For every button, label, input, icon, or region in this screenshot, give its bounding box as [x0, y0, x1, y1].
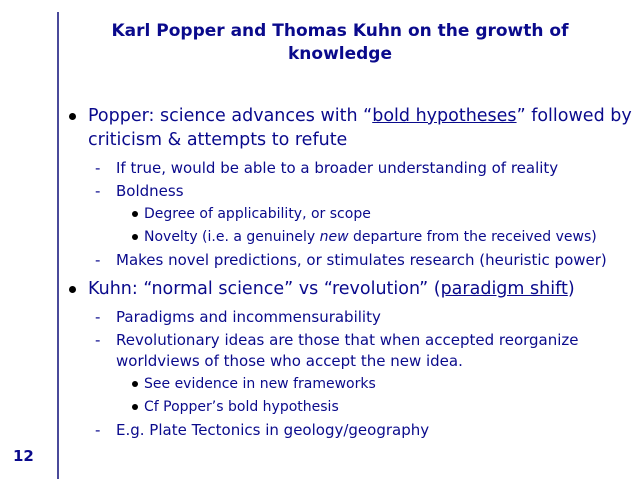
- bullet-kuhn-prefix: Kuhn: “normal science” vs “revolution” (: [88, 279, 441, 299]
- bullet-dot-icon: [132, 404, 138, 410]
- boldness-item-2: [60, 227, 632, 247]
- popper-sub-3-text: Makes novel predictions, or stimulates research (heuristic power): [116, 251, 607, 269]
- bold-hypotheses-link[interactable]: bold hypotheses: [372, 106, 517, 126]
- revolutionary-item-2: [60, 397, 632, 417]
- bullet-dot-icon: [69, 113, 76, 120]
- popper-sub-3: [60, 250, 632, 271]
- title-line-2: knowledge: [287, 44, 393, 64]
- paradigm-shift-link[interactable]: paradigm shift: [440, 279, 568, 299]
- revolutionary-item-1-text: See evidence in new frameworks: [144, 376, 376, 392]
- popper-sub-2: [60, 181, 632, 202]
- boldness-item-2-post: departure from the received vews): [348, 229, 597, 245]
- kuhn-sub-3: [60, 420, 632, 441]
- popper-sub-2-text: Boldness: [116, 182, 184, 200]
- bullet-popper-prefix: Popper: science advances with “: [88, 106, 373, 126]
- slide-sidebar: [0, 0, 53, 479]
- revolutionary-item-2-text: Cf Popper’s bold hypothesis: [144, 399, 339, 415]
- divider-line: [57, 12, 59, 479]
- kuhn-sub-1-text: Paradigms and incommensurability: [116, 308, 381, 326]
- bullet-kuhn: [60, 277, 632, 301]
- bullet-popper: [60, 104, 632, 152]
- bullet-dot-icon: [132, 211, 138, 217]
- bullet-dot-icon: [69, 286, 76, 293]
- kuhn-sub-2-text: Revolutionary ideas are those that when accepted reorganize worldviews of those who accept the new idea.: [116, 331, 579, 370]
- bullet-kuhn-suffix: ): [567, 279, 575, 299]
- boldness-item-1-text: Degree of applicability, or scope: [144, 206, 371, 222]
- bullet-dot-icon: [132, 234, 138, 240]
- kuhn-sub-3-text: E.g. Plate Tectonics in geology/geography: [116, 421, 430, 439]
- slide-content: [60, 104, 632, 443]
- dash-icon: -: [95, 159, 101, 177]
- dash-icon: -: [95, 308, 101, 326]
- dash-icon: -: [95, 182, 101, 200]
- revolutionary-item-1: [60, 374, 632, 394]
- title-line-1: Karl Popper and Thomas Kuhn on the growth of: [111, 21, 569, 41]
- dash-icon: -: [95, 251, 101, 269]
- slide-title: [80, 20, 600, 66]
- boldness-item-1: [60, 204, 632, 224]
- bullet-popper-suffix: ” followed by criticism & attempts to refute: [88, 106, 632, 150]
- bullet-dot-icon: [132, 381, 138, 387]
- boldness-item-2-em: new: [319, 229, 349, 245]
- popper-sub-1-text: If true, would be able to a broader understanding of reality: [116, 159, 559, 177]
- kuhn-sub-2: [60, 330, 632, 372]
- popper-sub-1: [60, 158, 632, 179]
- dash-icon: -: [95, 421, 101, 439]
- boldness-item-2-pre: Novelty (i.e. a genuinely: [144, 229, 320, 245]
- slide-number: 12: [13, 447, 34, 465]
- kuhn-sub-1: [60, 307, 632, 328]
- dash-icon: -: [95, 331, 101, 349]
